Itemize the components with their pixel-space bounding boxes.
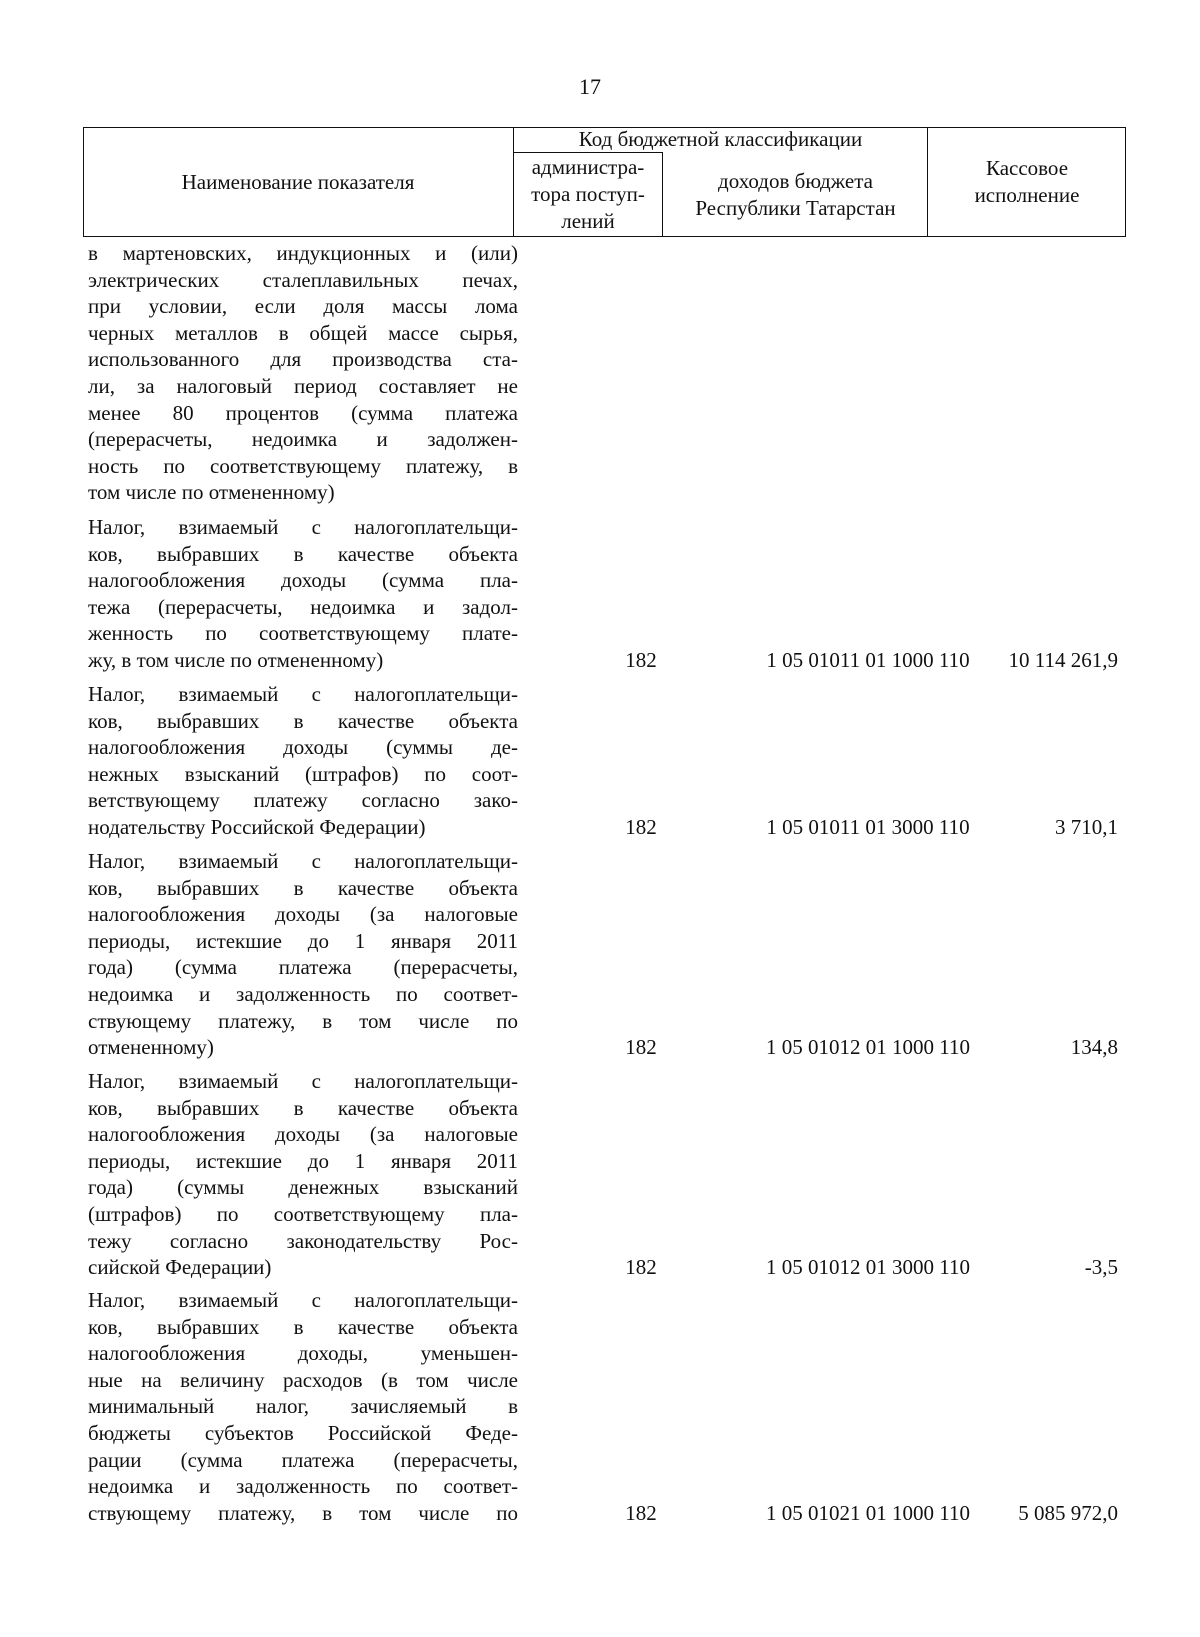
administrator-code: 182 [625,1501,657,1525]
indicator-name: Налог, взимаемый с налогоплательщи- ков, выбравших в качестве объекта налогообложения доходы (за налоговые периоды, истекшие до 1 января 2011 года) (сумма платежа (перерасчеты, недоимка и задолженность по соответ- ствующему платежу, в том числе по отмененному) [88,849,518,1060]
header-amount-column: Кассовое исполнение [974,156,1080,207]
indicator-name: в мартеновских, индукционных и (или) электрических сталеплавильных печах, при условии, если доля массы лома черных металлов в общей массе сырья, использованного для производства ста- ли, за налоговый период составляет не менее 80 процентов (сумма платежа (перерасчеты, недоимка и задолжен- ность по соответствующему платежу, в том числе по отмененному) [88,241,518,505]
indicator-name: Налог, взимаемый с налогоплательщи- ков, выбравших в качестве объекта налогообложения доходы, уменьшен- ные на величину расходов (в том числе минимальный налог, зачисляемый в бюджеты субъектов Российской Феде- рации (сумма платежа (перерасчеты, недоимка и задолженность по соответ- ствующему платежу, в том числе по [88,1288,518,1525]
header-admin-column: администра- тора поступ- лений [531,155,645,233]
administrator-code: 182 [625,1035,657,1059]
header-income-column: доходов бюджета Республики Татарстан [695,168,896,220]
page-number: 17 [579,74,601,99]
header-code-group: Код бюджетной классификации [578,127,863,151]
budget-classification-code: 1 05 01021 01 1000 110 [766,1501,970,1525]
table-header [83,127,1126,237]
administrator-code: 182 [625,1255,657,1279]
indicator-name: Налог, взимаемый с налогоплательщи- ков, выбравших в качестве объекта налогообложения доходы (суммы де- нежных взысканий (штрафов) по соот- ветствующему платежу согласно зако- нодательству Российской Федерации) [88,682,518,839]
indicator-name: Налог, взимаемый с налогоплательщи- ков, выбравших в качестве объекта налогообложения доходы (за налоговые периоды, истекшие до 1 января 2011 года) (суммы денежных взысканий (штрафов) по соответствующему пла- тежу согласно законодательству Рос- сийской Федерации) [88,1069,518,1280]
cash-execution-amount: 10 114 261,9 [1008,648,1118,672]
budget-classification-code: 1 05 01012 01 1000 110 [766,1035,970,1059]
budget-classification-code: 1 05 01011 01 1000 110 [766,648,970,672]
administrator-code: 182 [625,648,657,672]
header-name-column: Наименование показателя [181,169,415,194]
cash-execution-amount: 5 085 972,0 [1018,1501,1118,1525]
cash-execution-amount: 3 710,1 [1055,815,1118,839]
budget-classification-code: 1 05 01012 01 3000 110 [766,1255,970,1279]
indicator-name: Налог, взимаемый с налогоплательщи- ков, выбравших в качестве объекта налогообложения доходы (сумма пла- тежа (перерасчеты, недоимка и задол- женность по соответствующему плате- жу, в том числе по отмененному) [88,515,518,672]
cash-execution-amount: 134,8 [1070,1035,1118,1059]
budget-classification-code: 1 05 01011 01 3000 110 [766,815,970,839]
cash-execution-amount: -3,5 [1084,1255,1118,1279]
administrator-code: 182 [625,815,657,839]
